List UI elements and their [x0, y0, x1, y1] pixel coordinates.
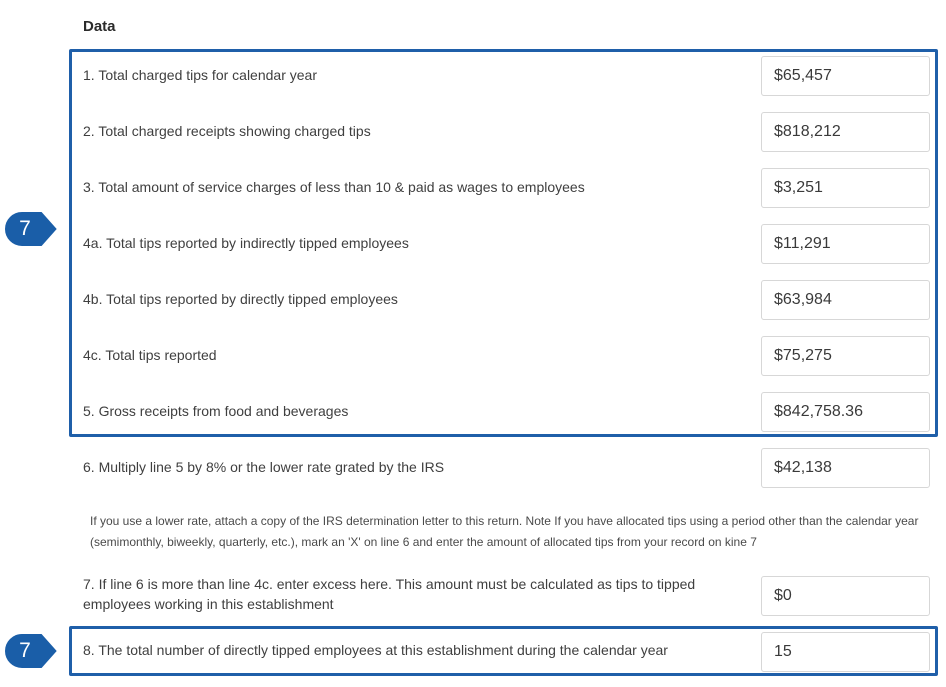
line-7-label: 7. If line 6 is more than line 4c. enter excess here. This amount must be calculated as tips to tipped employees working in this establishment [83, 576, 696, 612]
line-3-label: 3. Total amount of service charges of less than 10 & paid as wages to employees [83, 179, 585, 195]
line-6-input[interactable] [761, 448, 930, 488]
line-4c-input[interactable] [761, 336, 930, 376]
line-2-input[interactable] [761, 112, 930, 152]
callout-number: 7 [19, 639, 31, 662]
callout-number: 7 [19, 217, 31, 240]
line-4b-input[interactable] [761, 280, 930, 320]
line-5-input[interactable] [761, 392, 930, 432]
line-4a-label: 4a. Total tips reported by indirectly tipped employees [83, 235, 409, 251]
callout-marker [2, 209, 62, 249]
line-6-label: 6. Multiply line 5 by 8% or the lower rate grated by the IRS [83, 459, 445, 475]
line-3-input[interactable] [761, 168, 930, 208]
line-4b-label: 4b. Total tips reported by directly tipped employees [83, 291, 398, 307]
line-4c-label: 4c. Total tips reported [83, 347, 217, 363]
line-1-input[interactable] [761, 56, 930, 96]
callout-marker [2, 631, 62, 671]
line-4a-input[interactable] [761, 224, 930, 264]
line-8-label: 8. The total number of directly tipped employees at this establishment during the calendar year [83, 642, 668, 658]
line-1-label: 1. Total charged tips for calendar year [83, 67, 317, 83]
line-7-input[interactable] [761, 576, 930, 616]
line-8-input[interactable] [761, 632, 930, 672]
line-5-label: 5. Gross receipts from food and beverages [83, 403, 349, 419]
section-title: Data [83, 18, 116, 35]
line-6-note: If you use a lower rate, attach a copy of the IRS determination letter to this return. Note If you have allocated tips using a period other than the calendar year (semimonthly, biweekly, quarterly, etc.), mark an 'X' on line 6 and enter the amount of allocated tips from your record on kine 7 [90, 514, 919, 549]
line-2-label: 2. Total charged receipts showing charged tips [83, 123, 371, 139]
